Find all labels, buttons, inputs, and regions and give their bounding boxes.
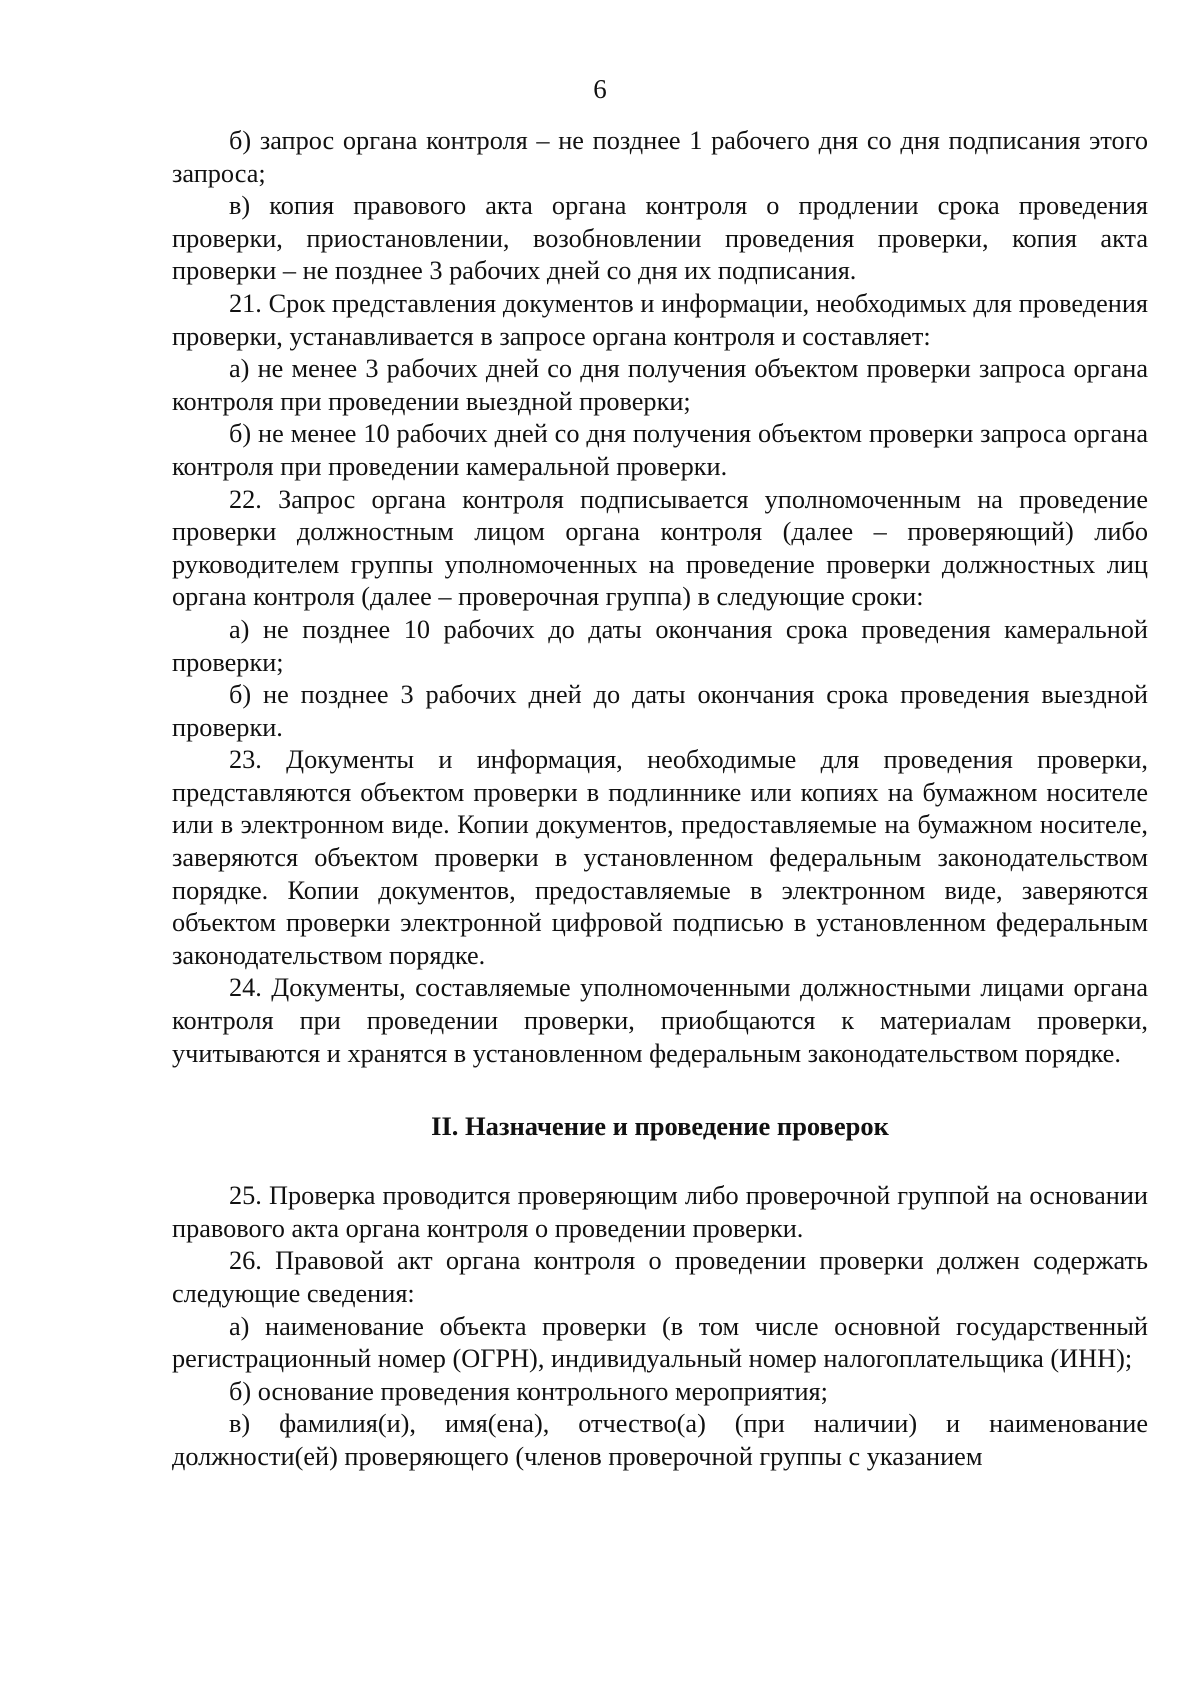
document-body [172, 125, 1148, 1474]
paragraph-21: 21. Срок представления документов и информации, необходимых для проведения проверки, устанавливается в запросе органа контроля и составляет: [172, 288, 1148, 351]
paragraph-23: 23. Документы и информация, необходимые для проведения проверки, представляются объектом проверки в подлиннике или копиях на бумажном носителе или в электронном виде. Копии документов, предоставляемые на бумажном носителе, заверяются объектом проверки в установленном федеральным законодательством порядке. Копии документов, предоставляемые в электронном виде, заверяются объектом проверки электронной цифровой подписью в установленном федеральным законодательством порядке. [172, 745, 1148, 970]
paragraph-v-copy-legal-act: в) копия правового акта органа контроля о продлении срока проведения проверки, приостановлении, возобновлении проведения проверки, копия акта проверки – не позднее 3 рабочих дней со дня их подписания. [172, 191, 1148, 286]
section-title: II. Назначение и проведение проверок [431, 1111, 889, 1142]
paragraph-26-b: б) основание проведения контрольного мероприятия; [229, 1376, 828, 1406]
paragraph-22-b: б) не позднее 3 рабочих дней до даты окончания срока проведения выездной проверки. [172, 680, 1148, 742]
paragraph-21-b: б) не менее 10 рабочих дней со дня получения объектом проверки запроса органа контроля при проведении камеральной проверки. [172, 419, 1148, 481]
paragraph-b-request: б) запрос органа контроля – не позднее 1 рабочего дня со дня подписания этого запроса; [172, 126, 1148, 188]
paragraph-25: 25. Проверка проводится проверяющим либо проверочной группой на основании правового акта органа контроля о проведении проверки. [172, 1181, 1148, 1243]
paragraph-26-v: в) фамилия(и), имя(ена), отчество(а) (при наличии) и наименование должности(ей) проверяющего (членов проверочной группы с указанием [172, 1409, 1148, 1471]
paragraph-26-a: а) наименование объекта проверки (в том числе основной государственный регистрационный номер (ОГРН), индивидуальный номер налогоплательщика (ИНН); [172, 1311, 1148, 1374]
paragraph-21-a: а) не менее 3 рабочих дней со дня получения объектом проверки запроса органа контроля при проведении выездной проверки; [172, 354, 1148, 416]
paragraph-26: 26. Правовой акт органа контроля о проведении проверки должен содержать следующие сведения: [172, 1246, 1148, 1308]
paragraph-22-a: а) не позднее 10 рабочих до даты окончания срока проведения камеральной проверки; [172, 614, 1148, 677]
paragraph-22: 22. Запрос органа контроля подписывается уполномоченным на проведение проверки должностным лицом органа контроля (далее – проверяющий) либо руководителем группы уполномоченных на проведение проверки должностных лиц органа контроля (далее – проверочная группа) в следующие сроки: [172, 484, 1148, 612]
page-number: 6 [593, 74, 607, 104]
paragraph-24: 24. Документы, составляемые уполномоченными должностными лицами органа контроля при проведении проверки, приобщаются к материалам проверки, учитываются и хранятся в установленном федеральным законодательством порядке. [172, 973, 1148, 1068]
